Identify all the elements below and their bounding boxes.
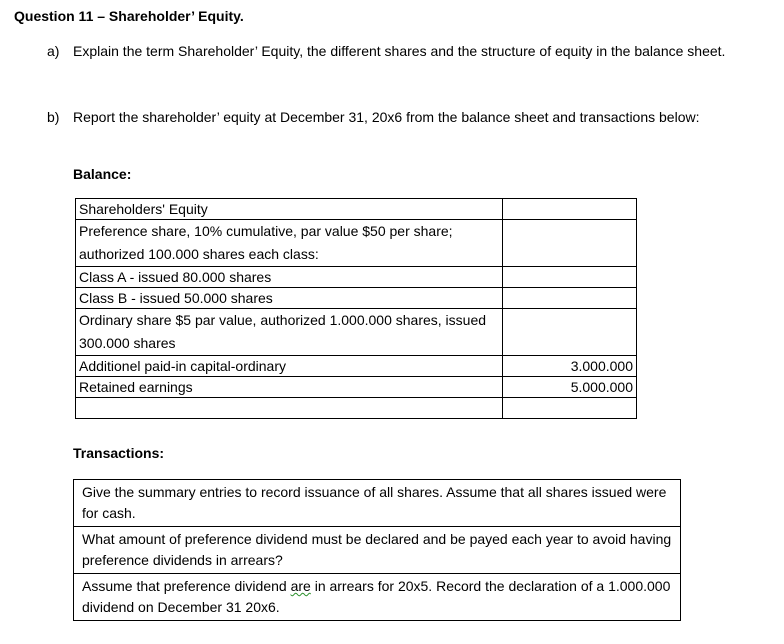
table-row [76, 267, 637, 288]
transactions-table [73, 479, 681, 621]
part-b-label: b) [47, 109, 60, 125]
balance-row-value: 3.000.000 [503, 356, 637, 377]
balance-heading: Balance: [73, 166, 132, 182]
table-row [76, 377, 637, 398]
part-a-text: Explain the term Shareholder’ Equity, the different shares and the structure of equity in the balance sheet. [73, 43, 726, 59]
balance-row-desc: Preference share, 10% cumulative, par value $50 per share; authorized 100.000 shares each class: [76, 220, 503, 267]
balance-row-desc: Class A - issued 80.000 shares [76, 267, 503, 288]
table-row [74, 527, 681, 574]
balance-row-desc: Additionel paid-in capital-ordinary [76, 356, 503, 377]
table-row [74, 574, 681, 621]
balance-row-desc: Retained earnings [76, 377, 503, 398]
balance-row-desc: Ordinary share $5 par value, authorized 1.000.000 shares, issued 300.000 shares [76, 309, 503, 356]
balance-row-value: 5.000.000 [503, 377, 637, 398]
balance-row-value [503, 220, 637, 267]
balance-row-value [503, 309, 637, 356]
table-row [76, 288, 637, 309]
question-title: Question 11 – Shareholder’ Equity. [14, 8, 244, 24]
table-row [76, 220, 637, 267]
balance-row-desc: Class B - issued 50.000 shares [76, 288, 503, 309]
part-a-label: a) [47, 43, 60, 59]
transaction-text-start: Assume that preference dividend [82, 578, 291, 594]
transaction-item [74, 574, 681, 621]
transaction-item: Give the summary entries to record issuance of all shares. Assume that all shares issued were for cash. [74, 480, 681, 527]
part-b-text: Report the shareholder’ equity at December 31, 20x6 from the balance sheet and transactions below: [73, 109, 700, 125]
spellcheck-flagged-word[interactable]: are [290, 578, 311, 594]
balance-row-desc [76, 398, 503, 419]
table-row [76, 398, 637, 419]
balance-row-desc: Shareholders' Equity [76, 199, 503, 220]
table-row [76, 199, 637, 220]
balance-row-value [503, 267, 637, 288]
balance-row-value [503, 288, 637, 309]
balance-row-value [503, 398, 637, 419]
transaction-text-end: in arrears for 20x5. Record the declaration of a 1.000.000 dividend on December 31 20x6. [82, 578, 671, 615]
table-row [74, 480, 681, 527]
transactions-heading: Transactions: [73, 445, 165, 461]
balance-row-value [503, 199, 637, 220]
table-row [76, 356, 637, 377]
balance-table [75, 198, 637, 419]
table-row [76, 309, 637, 356]
transaction-item: What amount of preference dividend must be declared and be payed each year to avoid having preference dividends in arrears? [74, 527, 681, 574]
